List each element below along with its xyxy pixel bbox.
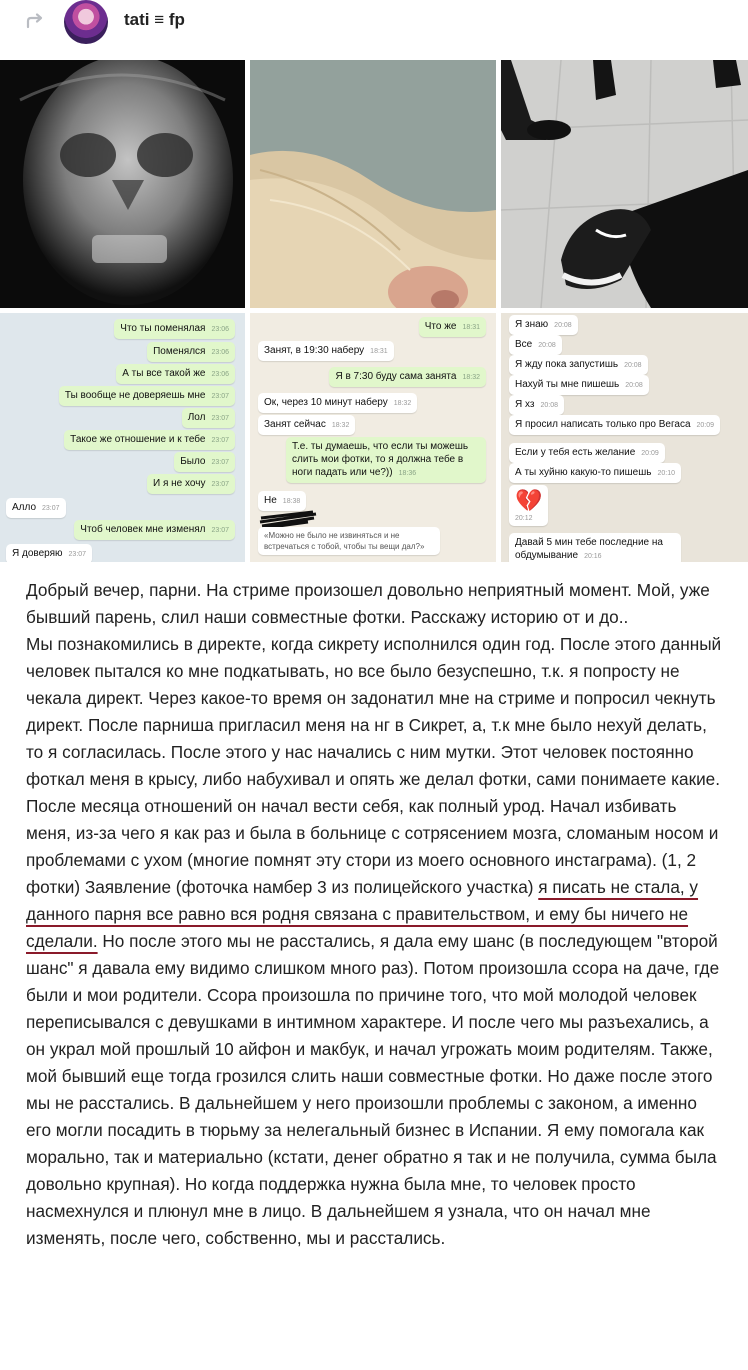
x-ray-skull-image [0,60,245,308]
chat-message: Я знаю 20:08 [509,315,578,335]
chat-message: И я не хочу 23:07 [147,474,235,494]
chat-message: Ты вообще не доверяешь мне 23:07 [59,386,235,406]
chat-message: А ты все такой же 23:06 [116,364,235,384]
chat-message: Я доверяю 23:07 [6,544,92,562]
chat-message: Чтоб человек мне изменял 23:07 [74,520,235,540]
photo-grid [0,60,748,562]
chat-message: Было 23:07 [174,452,235,472]
paragraph-intro: Добрый вечер, парни. На стриме произошел довольно неприятный момент. Мой, уже бывший парень, слил наши совместные фотки. Расскажу историю от и до.. [26,580,710,627]
chat-message: Занят сейчас 18:32 [258,415,355,435]
chat-message: Нахуй ты мне пишешь 20:08 [509,375,649,395]
author-name[interactable]: tati ≡ fp [124,10,185,29]
story-text-end: Но после этого мы не расстались, я дала ему шанс (в последующем "второй шанс" я давала ему видимо слишком много раз). Потом произошла ссора на даче, где были и мои родители. Ссора произошла по причине того, что мой молодой человек переписывался с девушками в интимном характере. И после чего мы разъехались, а он украл мой прошлый 10 айфон и макбук, и начал угрожать моим родителям. Также, мой бывший еще тогда грозился слить наши совместные фотки. Но даже после этого мы не расстались. В дальнейшем у него произошли проблемы с законом, а именно его могли посадить в тюрьму за нелегальный бизнес в Испании. Я ему помогала как морально, так и материально (кстати, денег обратно я так и не получила, сумма была довольно крупная). Но когда поддержка нужна была мне, то человек просто насмехнулся и плюнул мне в лицо. В дальнейшем я узнала, что он начал мне изменять, после чего, собственно, мы и расстались. [26,931,720,1248]
broken-heart-message: 💔 20:12 [509,485,548,526]
chat-message: Лол 23:07 [182,408,235,428]
chat-message: Не 18:38 [258,491,306,511]
chat-message: Я жду пока запустишь 20:08 [509,355,648,375]
post-text [26,577,726,1252]
chat-message: Что же 18:31 [419,317,486,337]
x-ray-skull-photo[interactable] [0,60,245,308]
chat-screenshot-1[interactable] [0,313,245,562]
chat-message: Ок, через 10 минут наберу 18:32 [258,393,417,413]
underlined-text: я писать не стала, у данного парня все равно вся родня связана с правительством, и ему бы ничего не сделали. [26,877,699,951]
chat-screenshot-3[interactable] [501,313,748,562]
chat-message: «Можно не было не извиняться и не встречаться с тобой, чтобы ты вещи дал?» [258,527,440,555]
chat-message: Поменялся 23:06 [147,342,235,362]
chat-message: А ты хуйню какую-то пишешь 20:10 [509,463,681,483]
repost-icon[interactable] [24,10,46,32]
post-header [0,0,748,56]
hair-ear-image [250,60,496,308]
avatar[interactable] [64,0,108,44]
chat-message: Я в 7:30 буду сама занята 18:32 [329,367,486,387]
chat-message: Алло 23:07 [6,498,66,518]
chat-message: Занят, в 19:30 наберу 18:31 [258,341,394,361]
police-station-floor-image [501,60,748,308]
story-text: Мы познакомились в директе, когда сикрету исполнился один год. После этого данный человек пытался ко мне подкатывать, но все было безуспешно, т.к. я попросту не чекала директ. Через какое-то время он задонатил мне на стриме и попросил чекнуть директ. После парниша пригласил меня на нг в Сикрет, а, т.к мне было нехуй делать, то я согласилась. После этого у нас начались с ним мутки. Этот человек постоянно фоткал меня в крысу, либо набухивал и опять же делал фотки, сами понимаете какие. После месяца отношений он начал вести себя, как полный урод. Начал избивать меня, из-за чего я как раз и была в больнице с сотрясением мозга, сломаным носом и проблемами с ухом (многие помнят эту стори из моего основного инстаграма). (1, 2 фотки) Заявление (фоточка намбер 3 из полицейского участка) [26,634,722,897]
chat-message: Давай 5 мин тебе последние на обдумывание 20:16 [509,533,681,562]
chat-screenshot-2[interactable] [250,313,496,562]
chat-message: Я просил написать только про Вегаса 20:09 [509,415,720,435]
paragraph-story [26,631,726,1252]
chat-message: Такое же отношение и к тебе 23:07 [64,430,235,450]
police-station-floor-photo[interactable] [501,60,748,308]
chat-message: Что ты поменялая 23:06 [114,319,235,339]
chat-message: Т.е. ты думаешь, что если ты можешь слить мои фотки, то я должна тебе в ноги падать или че?)) 18:36 [286,437,486,483]
chat-message: Все 20:08 [509,335,562,355]
chat-message: Я хз 20:08 [509,395,564,415]
hair-ear-photo[interactable] [250,60,496,308]
chat-message: Если у тебя есть желание 20:09 [509,443,665,463]
